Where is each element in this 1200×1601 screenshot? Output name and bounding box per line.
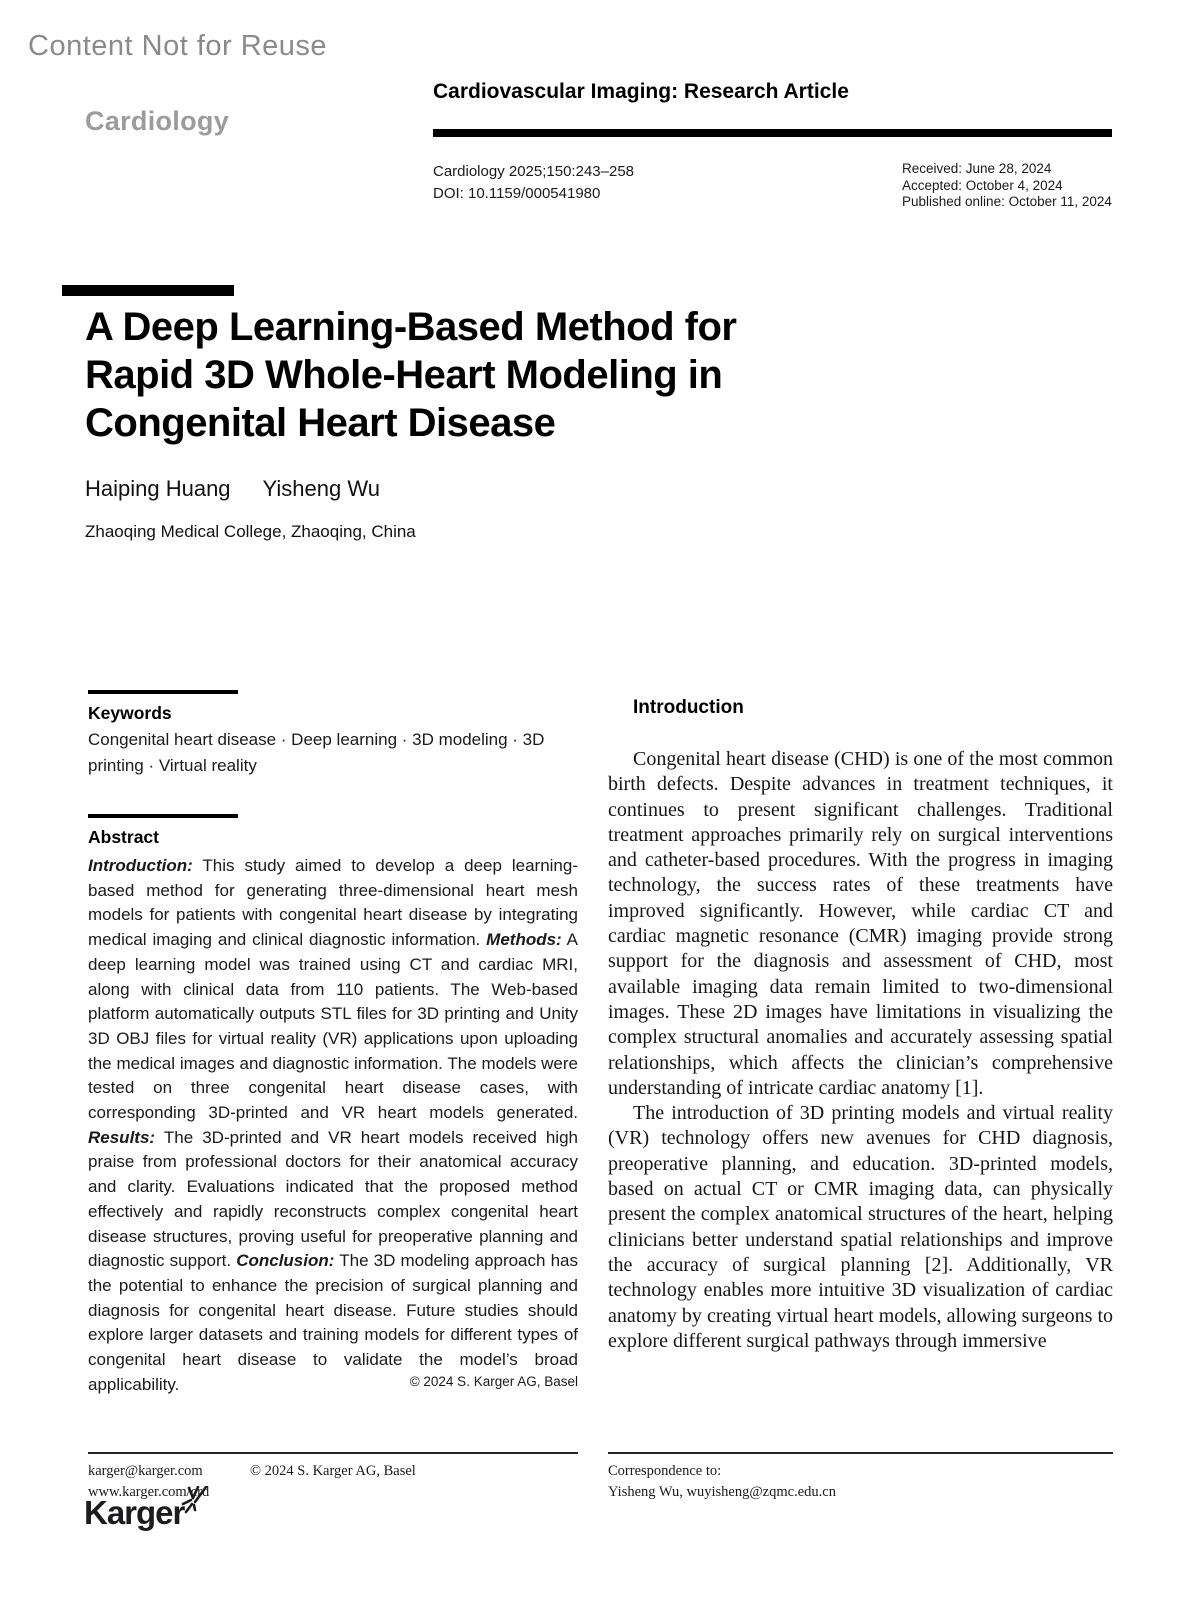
correspondence-block [608,1461,1113,1503]
introduction-heading: Introduction [633,697,744,718]
title-accent-bar [62,285,234,296]
keywords-section [88,690,578,779]
keywords-text: Congenital heart disease · Deep learning · 3D modeling · 3D printing · Virtual reality [88,730,545,775]
dates-block [902,161,1112,211]
keywords-rule [88,690,238,694]
citation-line: Cardiology 2025;150:243–258 [433,163,634,180]
correspondence-label: Correspondence to: [608,1463,722,1479]
published-online-date: Published online: October 11, 2024 [902,194,1112,209]
abstract-copyright: © 2024 S. Karger AG, Basel [409,1374,578,1390]
abstract-rule [88,814,238,818]
received-date: Received: June 28, 2024 [902,161,1052,176]
accepted-date: Accepted: October 4, 2024 [902,177,1063,193]
author-list [85,476,380,502]
introduction-paragraph: The introduction of 3D printing models and virtual reality (VR) technology offers new avenues for CHD diagnosis, preoperative planning, and education. 3D-printed models, based on actual CT or CMR imaging data, can physically present the complex anatomical structures of the heart, helping clinicians better understand spatial relationships and improve the accuracy of surgical planning [2]. Additionally, VR technology enables more intuitive 3D visualization of cardiac anatomy by creating virtual heart models, allowing surgeons to explore different surgical pathways through immersive [608,1102,1113,1352]
publisher-email: karger@karger.com [88,1463,203,1479]
article-title [85,303,845,447]
karger-logo-text: Karger [84,1494,185,1531]
footer-left-rule [88,1452,578,1454]
affiliation: Zhaoqing Medical College, Zhaoqing, China [85,522,416,541]
correspondence-value: Yisheng Wu, wuyisheng@zqmc.edu.cn [608,1484,836,1500]
title-line-3: Congenital Heart Disease [85,401,556,445]
karger-spark-icon [181,1486,215,1518]
masthead-rule [433,129,1112,137]
content-not-for-reuse-watermark: Content Not for Reuse [28,30,328,62]
footer-right-rule [608,1452,1113,1454]
abstract-text: Introduction: This study aimed to develop a deep learning-based method for generating three-dimensional heart mesh models for patients with congenital heart disease by integrating medical imaging and clinical diagnostic information. Methods: A deep learning model was trained using CT and cardiac MRI, along with clinical data from 110 patients. The Web-based platform automatically outputs STL files for 3D printing and Unity 3D OBJ files for virtual reality (VR) applications upon uploading the medical images and diagnostic information. The models were tested on three congenital heart disease cases, with corresponding 3D-printed and VR heart models generated. Results: The 3D-printed and VR heart models received high praise from professional doctors for their anatomical accuracy and clarity. Evaluations indicated that the proposed method effectively and rapidly reconstructs complex congenital heart disease structures, proving useful for preoperative planning and diagnostic support. Conclusion: The 3D modeling approach has the potential to enhance the precision of surgical planning and diagnosis for congenital heart disease. Future studies should explore larger datasets and training models for different types of congenital heart disease to validate the model’s broad applicability. [88,856,579,1394]
abstract-section [88,814,579,1394]
introduction-section [608,697,1113,1354]
author-name: Haiping Huang [85,476,231,501]
author-name: Yisheng Wu [262,476,380,501]
journal-name: Cardiology [85,106,230,136]
abstract-heading: Abstract [88,827,159,847]
introduction-paragraph: Congenital heart disease (CHD) is one of the most common birth defects. Despite advances in treatment techniques, it continues to present significant challenges. Traditional treatment approaches primarily rely on surgical interventions and catheter-based procedures. With the progress in imaging technology, the success rates of these treatments have improved significantly. However, while cardiac CT and cardiac magnetic resonance (CMR) imaging provide strong support for the diagnosis and assessment of CHD, most available imaging data remain limited to two-dimensional images. These 2D images have limitations in visualizing the complex structural anomalies and accurately assessing spatial relationships, which affects the clinician’s comprehensive understanding of intricate cardiac anatomy [1]. [608,748,1113,1099]
article-type-heading: Cardiovascular Imaging: Research Article [433,80,849,103]
title-line-2: Rapid 3D Whole-Heart Modeling in [85,353,723,397]
correspondence-footer [608,1452,1113,1503]
publisher-copyright: © 2024 S. Karger AG, Basel [250,1463,416,1479]
doi-line: DOI: 10.1159/000541980 [433,185,601,202]
publisher-website: www.karger.com/crd [88,1484,210,1500]
introduction-paragraphs [608,747,1113,1354]
karger-logo [84,1494,215,1532]
title-line-1: A Deep Learning-Based Method for [85,305,737,349]
citation-block [433,161,634,205]
keywords-heading: Keywords [88,703,172,723]
